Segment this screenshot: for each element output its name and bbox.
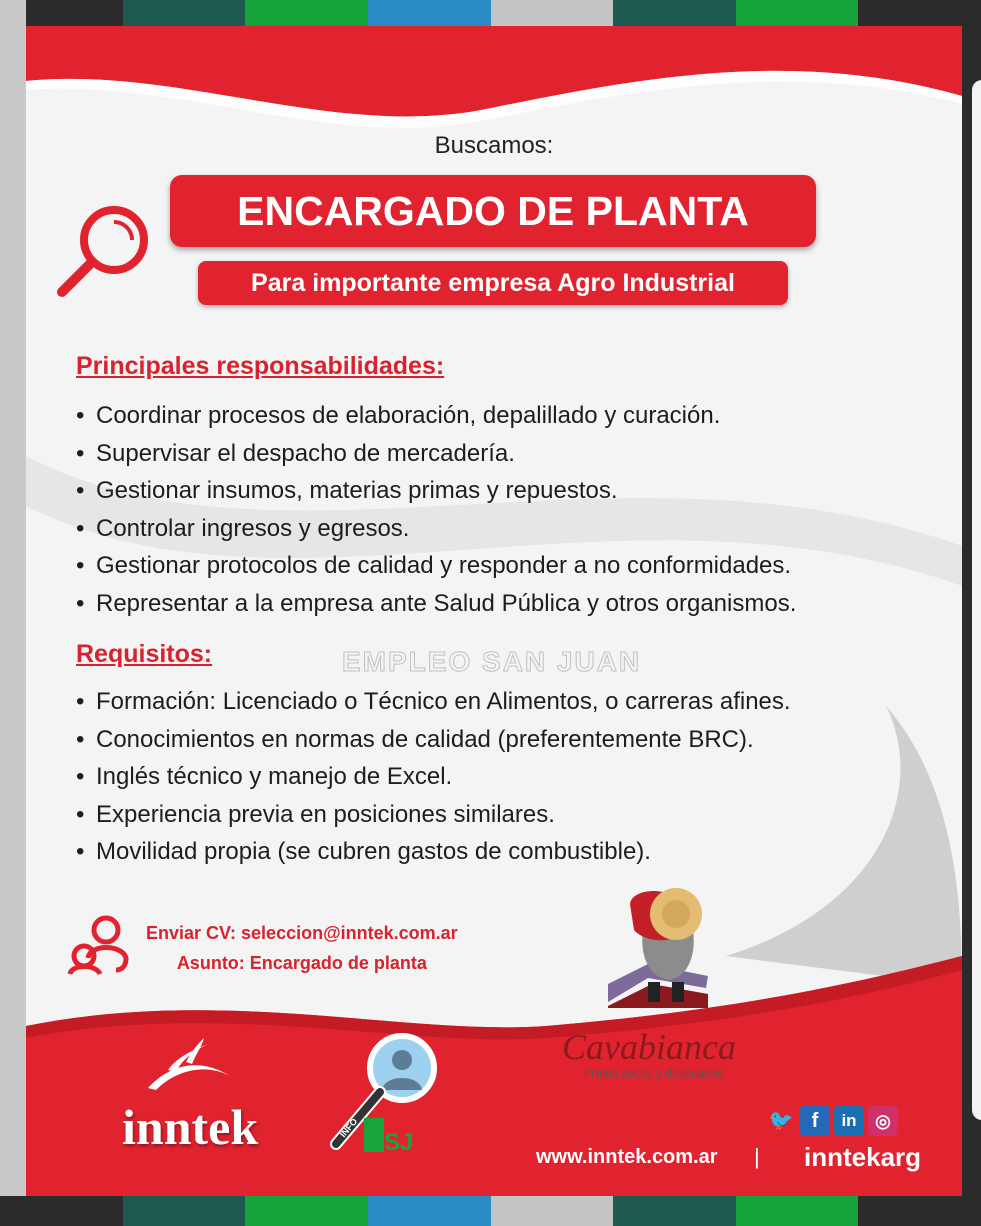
- list-item: • Formación: Licenciado o Técnico en Alimentos, o carreras afines.: [76, 683, 791, 721]
- esj-letters: SJ: [384, 1129, 414, 1156]
- responsibilities-heading: Principales responsabilidades:: [76, 352, 445, 380]
- facebook-icon[interactable]: f: [800, 1106, 830, 1136]
- magnifier-icon: [52, 200, 162, 300]
- requirements-list: [76, 683, 791, 871]
- list-item: • Coordinar procesos de elaboración, depalillado y curación.: [76, 397, 796, 435]
- contact-info: [146, 918, 458, 978]
- bottom-color-stripes: [0, 1196, 981, 1226]
- esj-tag-text: INFO: [337, 1116, 360, 1140]
- list-item: • Representar a la empresa ante Salud Pública y otros organismos.: [76, 585, 796, 623]
- subject-text: Asunto: Encargado de planta: [176, 953, 427, 973]
- job-poster: [26, 26, 962, 1196]
- responsibilities-list: [76, 397, 796, 622]
- list-item: • Experiencia previa en posiciones similares.: [76, 796, 791, 834]
- linkedin-icon[interactable]: in: [834, 1106, 864, 1136]
- inntek-logo-text: inntek: [122, 1099, 259, 1155]
- social-icons: [766, 1106, 898, 1136]
- instagram-icon[interactable]: ◎: [868, 1106, 898, 1136]
- right-margin: [962, 0, 981, 1226]
- social-handle[interactable]: inntekarg: [804, 1142, 922, 1172]
- twitter-icon[interactable]: 🐦: [768, 1110, 794, 1132]
- list-item: • Inglés técnico y manejo de Excel.: [76, 758, 791, 796]
- list-item: • Gestionar insumos, materias primas y repuestos.: [76, 472, 796, 510]
- cavabianca-tagline: Frutos secos y desecados: [584, 1066, 724, 1080]
- job-subtitle: Para importante empresa Agro Industrial: [198, 261, 788, 305]
- footer-separator: |: [754, 1144, 760, 1169]
- top-color-stripes: [0, 0, 981, 26]
- list-item: • Conocimientos en normas de calidad (preferentemente BRC).: [76, 721, 791, 759]
- list-item: • Movilidad propia (se cubren gastos de combustible).: [76, 833, 791, 871]
- requirements-heading: Requisitos:: [76, 640, 213, 668]
- list-item: • Supervisar el despacho de mercadería.: [76, 435, 796, 473]
- left-margin: [0, 0, 26, 1226]
- website-link[interactable]: www.inntek.com.ar: [536, 1146, 718, 1168]
- cavabianca-logo-text: Cavabianca: [562, 1027, 736, 1067]
- intro-text: Buscamos:: [434, 132, 554, 159]
- watermark: EMPLEO SAN JUAN: [342, 646, 642, 677]
- inntek-logo-icon: [138, 1036, 238, 1096]
- send-cv-text[interactable]: Enviar CV: seleccion@inntek.com.ar: [146, 923, 458, 943]
- cavabianca-figure-icon: [608, 884, 728, 1024]
- contact-people-icon: [66, 914, 136, 978]
- empleo-san-juan-logo: [324, 1026, 484, 1166]
- list-item: • Gestionar protocolos de calidad y responder a no conformidades.: [76, 547, 796, 585]
- list-item: • Controlar ingresos y egresos.: [76, 510, 796, 548]
- job-title: ENCARGADO DE PLANTA: [170, 175, 816, 247]
